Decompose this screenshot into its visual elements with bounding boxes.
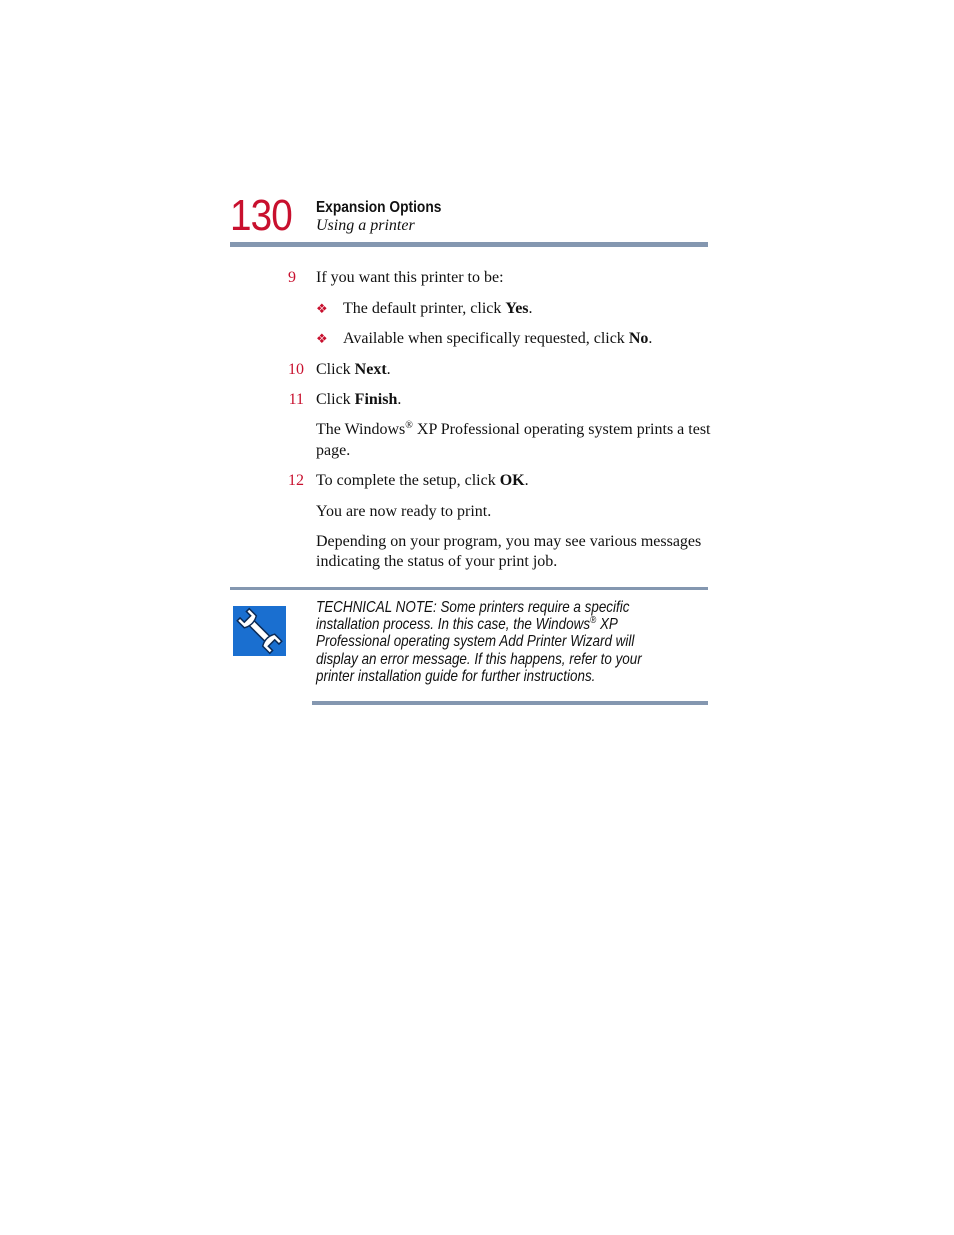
step-11-result-line1: The Windows® XP Professional operating system prints a test [316,420,711,438]
wrench-icon [233,606,286,656]
step-11-result-line2: page. [316,442,351,459]
note-line: TECHNICAL NOTE: Some printers require a specific [316,599,630,616]
note-line: printer installation guide for further instructions. [316,667,596,685]
step-11-number: 11 [288,391,304,408]
bullet-default-printer: The default printer, click Yes. [343,300,533,317]
depending-line1: Depending on your program, you may see various messages [316,533,702,550]
note-top-rule [230,587,708,590]
bullet-icon: ❖ [316,331,328,346]
note-bottom-rule [312,701,708,705]
chapter-title: Expansion Options [316,199,442,216]
note-line: installation process. In this case, the Windows® XP [316,615,618,634]
page-number: 130 [230,191,292,240]
step-9-number: 9 [288,269,296,286]
step-10-number: 10 [288,361,304,378]
section-title: Using a printer [316,217,415,234]
step-11-text: Click Finish. [316,391,402,408]
note-line: display an error message. If this happens, refer to your [316,650,642,668]
ready-to-print: You are now ready to print. [316,503,492,520]
bullet-available-on-request: Available when specifically requested, click No. [343,330,653,347]
step-12-number: 12 [288,472,304,489]
step-12-text: To complete the setup, click OK. [316,472,529,489]
depending-line2: indicating the status of your print job. [316,553,558,570]
note-line: Professional operating system Add Printer Wizard will [316,633,635,651]
step-10-text: Click Next. [316,361,391,378]
technical-note [316,599,669,685]
bullet-icon: ❖ [316,301,328,316]
step-9-text: If you want this printer to be: [316,269,504,286]
header-rule [230,242,708,247]
